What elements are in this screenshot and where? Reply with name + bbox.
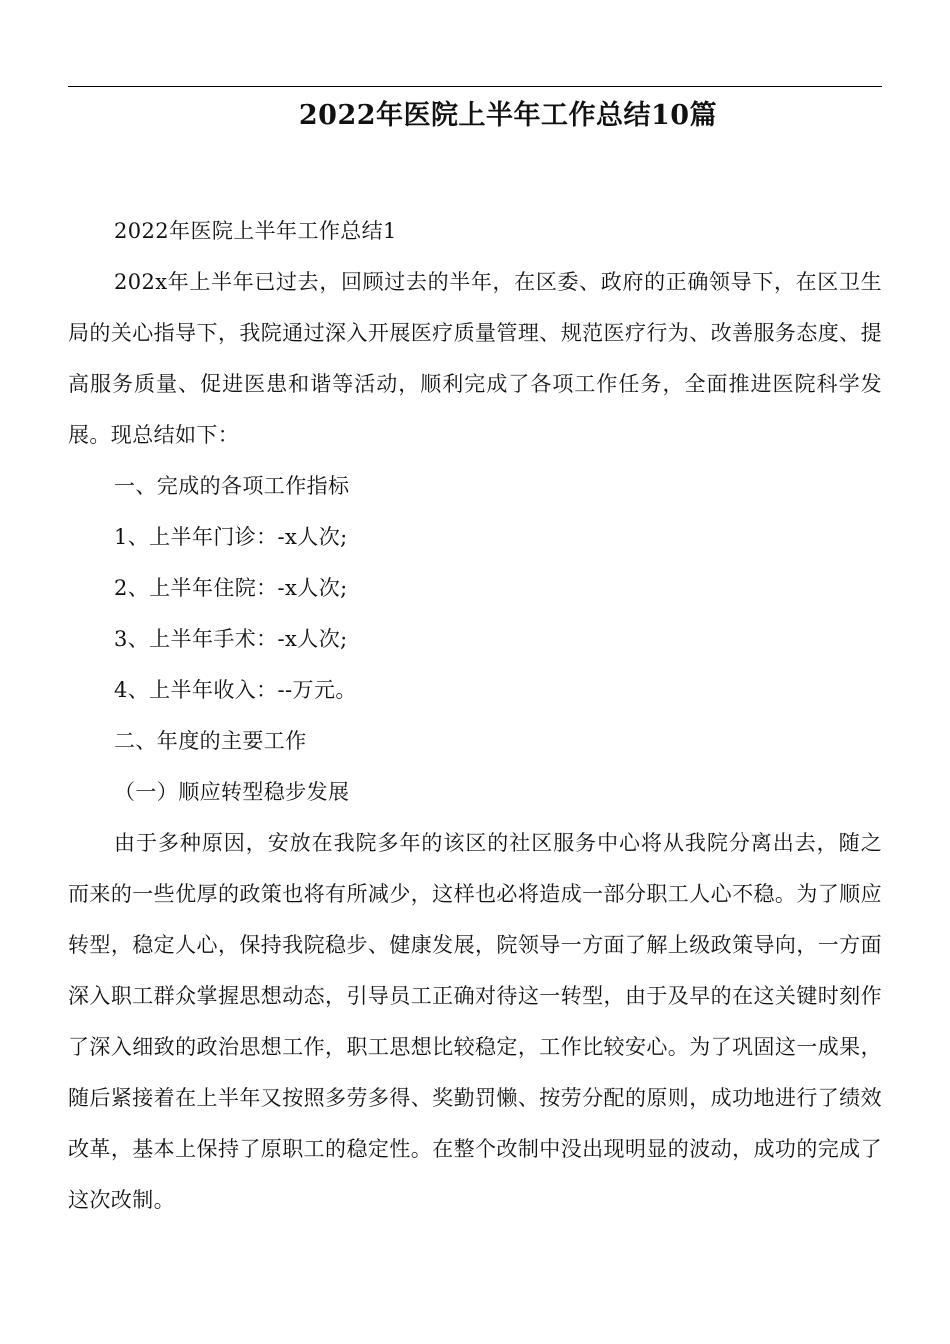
part-one-heading: 一、完成的各项工作指标 (114, 474, 350, 498)
indicator-item: 4、上半年收入：--万元。 (114, 678, 357, 702)
document-title: 2022年医院上半年工作总结10篇 (298, 100, 718, 131)
header-rule (68, 86, 882, 87)
indicator-item: 3、上半年手术：-x人次; (114, 627, 348, 651)
document-body (68, 206, 882, 1226)
sub-heading-one: （一）顺应转型稳步发展 (114, 780, 350, 804)
section-heading: 2022年医院上半年工作总结1 (114, 219, 397, 243)
indicator-item: 1、上半年门诊：-x人次; (114, 525, 348, 549)
indicator-item: 2、上半年住院：-x人次; (114, 576, 348, 600)
part-two-heading: 二、年度的主要工作 (114, 729, 307, 753)
intro-paragraph: 202x年上半年已过去，回顾过去的半年，在区委、政府的正确领导下，在区卫生局的关心指导下，我院通过深入开展医疗质量管理、规范医疗行为、改善服务态度、提高服务质量、促进医患和谐等活动，顺利完成了各项工作任务，全面推进医院科学发展。现总结如下： (68, 270, 882, 447)
body-paragraph: 由于多种原因，安放在我院多年的该区的社区服务中心将从我院分离出去，随之而来的一些优厚的政策也将有所减少，这样也必将造成一部分职工人心不稳。为了顺应转型，稳定人心，保持我院稳步、健康发展，院领导一方面了解上级政策导向，一方面深入职工群众掌握思想动态，引导员工正确对待这一转型，由于及早的在这关键时刻作了深入细致的政治思想工作，职工思想比较稳定，工作比较安心。为了巩固这一成果，随后紧接着在上半年又按照多劳多得、奖勤罚懒、按劳分配的原则，成功地进行了绩效改革，基本上保持了原职工的稳定性。在整个改制中没出现明显的波动，成功的完成了这次改制。 (68, 831, 882, 1212)
